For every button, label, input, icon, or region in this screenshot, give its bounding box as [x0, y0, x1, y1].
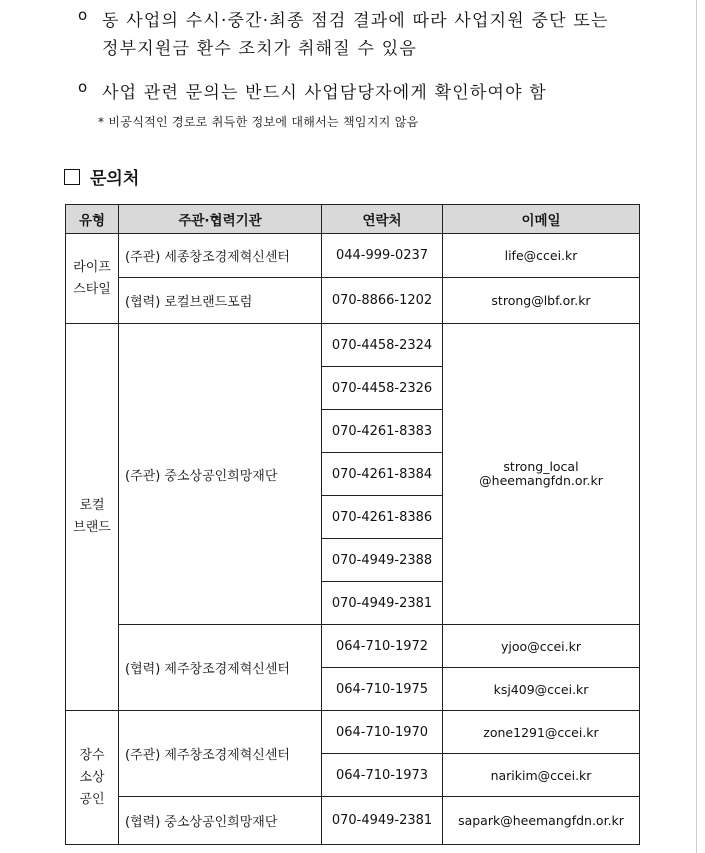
section-title: 문의처: [90, 169, 140, 189]
phone-cell: 070-4261-8383: [322, 410, 443, 453]
header-phone: 연락처: [322, 205, 443, 234]
header-org: 주관·협력기관: [119, 205, 322, 234]
contact-section-heading: [64, 164, 139, 189]
bullet-text-line: 정부지원금 환수 조치가 취해질 수 있음: [102, 39, 417, 59]
email-cell: ksj409@ccei.kr: [443, 668, 640, 711]
email-cell: sapark@heemangfdn.or.kr: [443, 797, 640, 845]
email-cell: strong@lbf.or.kr: [443, 278, 640, 324]
contact-table: [65, 204, 640, 845]
bullet-circle: o: [78, 78, 89, 96]
phone-cell: 064-710-1972: [322, 625, 443, 668]
phone-cell: 064-710-1975: [322, 668, 443, 711]
org-cell: (주관) 제주창조경제혁신센터: [119, 711, 322, 797]
table-row: [66, 234, 640, 278]
category-lifestyle: 라이프 스타일: [66, 234, 119, 324]
phone-cell: 044-999-0237: [322, 234, 443, 278]
phone-cell: 070-4261-8384: [322, 453, 443, 496]
category-localbrand: 로컬 브랜드: [66, 324, 119, 711]
bullet-circle: o: [78, 6, 89, 24]
checkbox-square-icon: [64, 169, 80, 185]
header-type: 유형: [66, 205, 119, 234]
category-smallbiz: 장수 소상 공인: [66, 711, 119, 845]
page-edge: [696, 0, 697, 853]
org-cell: (협력) 로컬브랜드포럼: [119, 278, 322, 324]
org-cell: (협력) 중소상공인희망재단: [119, 797, 322, 845]
phone-cell: 070-4949-2388: [322, 539, 443, 582]
org-cell: (주관) 세종창조경제혁신센터: [119, 234, 322, 278]
header-email: 이메일: [443, 205, 640, 234]
bullet-text-line: 동 사업의 수시·중간·최종 점검 결과에 따라 사업지원 중단 또는: [102, 11, 609, 31]
email-cell: life@ccei.kr: [443, 234, 640, 278]
email-cell: strong_local @heemangfdn.or.kr: [443, 324, 640, 625]
bullet-text-line: 사업 관련 문의는 반드시 사업담당자에게 확인하여야 함: [102, 83, 547, 103]
table-row: [66, 797, 640, 845]
table-row: [66, 625, 640, 668]
table-row: [66, 711, 640, 754]
table-row: [66, 278, 640, 324]
email-cell: zone1291@ccei.kr: [443, 711, 640, 754]
email-cell: narikim@ccei.kr: [443, 754, 640, 797]
phone-cell: 070-4949-2381: [322, 582, 443, 625]
phone-cell: 064-710-1970: [322, 711, 443, 754]
org-cell: (협력) 제주창조경제혁신센터: [119, 625, 322, 711]
phone-cell: 070-8866-1202: [322, 278, 443, 324]
org-cell: (주관) 중소상공인희망재단: [119, 324, 322, 625]
phone-cell: 070-4458-2326: [322, 367, 443, 410]
phone-cell: 070-4261-8386: [322, 496, 443, 539]
disclaimer-note: * 비공식적인 경로로 취득한 정보에 대해서는 책임지지 않음: [98, 115, 419, 129]
email-cell: yjoo@ccei.kr: [443, 625, 640, 668]
table-header-row: [66, 205, 640, 234]
phone-cell: 064-710-1973: [322, 754, 443, 797]
phone-cell: 070-4458-2324: [322, 324, 443, 367]
phone-cell: 070-4949-2381: [322, 797, 443, 845]
table-row: [66, 324, 640, 367]
